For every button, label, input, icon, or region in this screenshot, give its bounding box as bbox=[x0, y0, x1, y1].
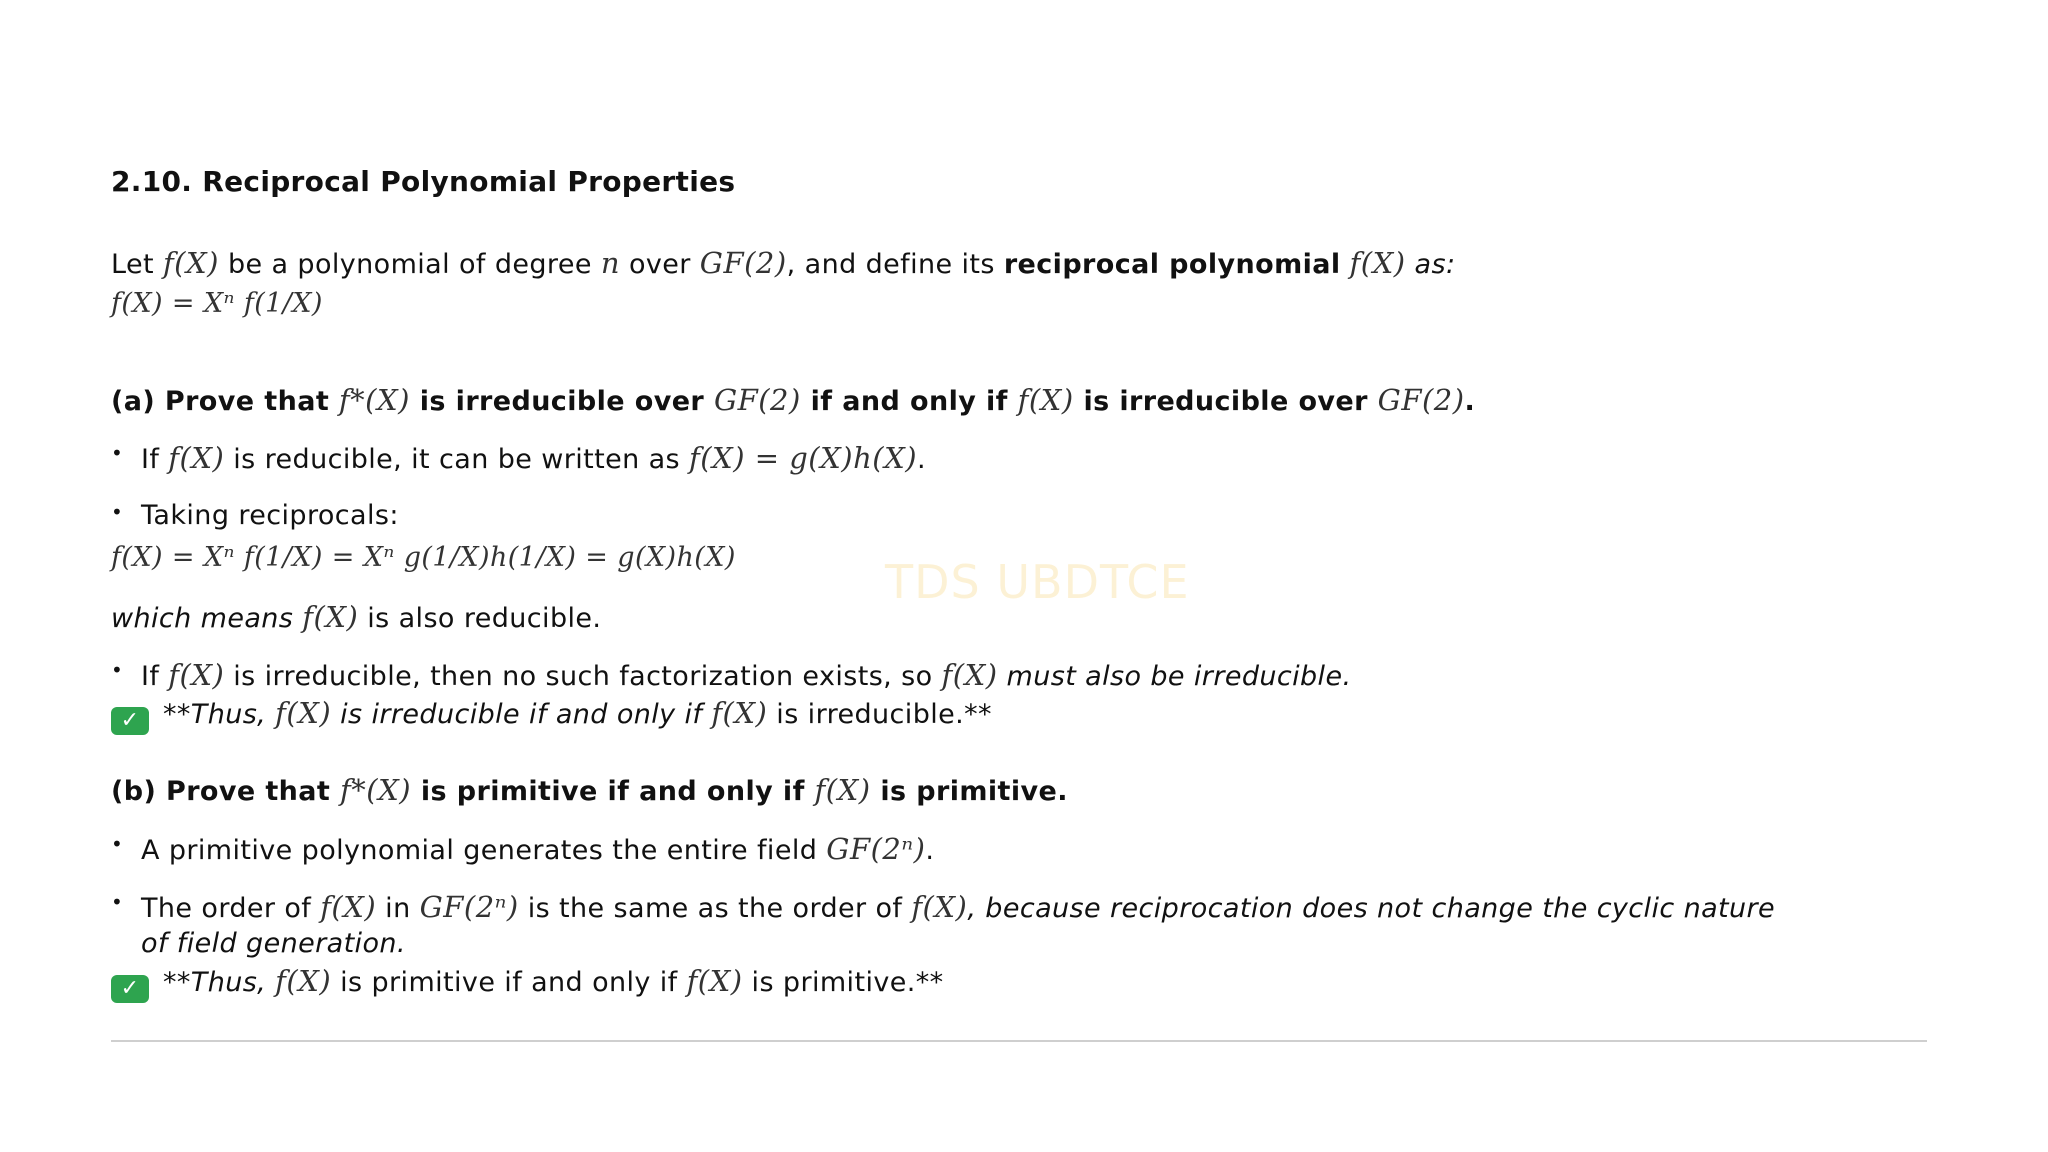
bullet-dot: • bbox=[111, 500, 124, 524]
math-f-star: f*(X) bbox=[340, 773, 412, 807]
part-b-heading bbox=[111, 773, 1068, 807]
item-text: is the same as the order of bbox=[518, 893, 912, 924]
check-mark-icon: ✓ bbox=[111, 707, 149, 735]
intro-line bbox=[111, 246, 1455, 280]
intro-text-5: as: bbox=[1405, 249, 1456, 280]
math-f-x: f(X) bbox=[1017, 383, 1074, 417]
means-text: is also reducible. bbox=[358, 603, 602, 634]
math-n: n bbox=[600, 246, 621, 280]
item-text: The order of bbox=[141, 893, 321, 924]
intro-text-3: over bbox=[620, 249, 700, 280]
reciprocal-term: reciprocal polynomial bbox=[1003, 249, 1341, 280]
item-text: . bbox=[917, 444, 927, 475]
math-gf2: GF(2) bbox=[699, 246, 787, 280]
math-gf2: GF(2) bbox=[713, 383, 801, 417]
means-line bbox=[111, 600, 601, 634]
item-text: . bbox=[925, 835, 935, 866]
heading-text: (b) Prove that bbox=[111, 776, 341, 807]
conclusion-text: **Thus, bbox=[163, 699, 276, 730]
bullet-dot: • bbox=[111, 890, 124, 914]
bullet-dot: • bbox=[111, 832, 124, 856]
math-f-x: f(X) bbox=[941, 658, 998, 692]
math-factorization: f(X) = g(X)h(X) bbox=[689, 441, 918, 475]
item-text: , because reciprocation does not change the cyclic nature bbox=[967, 893, 1776, 924]
math-gf-2n: GF(2ⁿ) bbox=[419, 890, 519, 924]
math-f-x: f(X) bbox=[168, 441, 225, 475]
math-f-x: f(X) bbox=[814, 773, 871, 807]
math-f-x: f(X) bbox=[320, 890, 377, 924]
math-f-x: f(X) bbox=[1349, 246, 1406, 280]
section-title: 2.10. Reciprocal Polynomial Properties bbox=[111, 165, 736, 198]
heading-text: . bbox=[1464, 386, 1476, 417]
intro-text-2: be a polynomial of degree bbox=[218, 249, 601, 280]
math-f-x: f(X) bbox=[302, 600, 359, 634]
bullet-dot: • bbox=[111, 658, 124, 682]
item-text: A primitive polynomial generates the entire field bbox=[141, 835, 827, 866]
math-f-star: f*(X) bbox=[338, 383, 410, 417]
conclusion-text: is primitive if and only if bbox=[331, 967, 687, 998]
item-continuation: of field generation. bbox=[141, 928, 406, 959]
heading-text: is primitive. bbox=[870, 776, 1068, 807]
heading-text: (a) Prove that bbox=[111, 386, 339, 417]
item-text: must also be irreducible. bbox=[997, 661, 1352, 692]
reciprocal-formula: f(X) = Xⁿ f(1/X) = Xⁿ g(1/X)h(1/X) = g(X)h(X) bbox=[111, 542, 736, 573]
item-text: If bbox=[141, 444, 169, 475]
math-f-x: f(X) bbox=[162, 246, 219, 280]
conclusion-text: is irreducible.** bbox=[767, 699, 992, 730]
item-text: If bbox=[141, 661, 169, 692]
horizontal-divider bbox=[111, 1040, 1927, 1042]
math-gf2: GF(2) bbox=[1377, 383, 1465, 417]
heading-text: is primitive if and only if bbox=[411, 776, 815, 807]
heading-text: is irreducible over bbox=[1073, 386, 1378, 417]
intro-text-1: Let bbox=[111, 249, 163, 280]
definition-formula: f(X) = Xⁿ f(1/X) bbox=[111, 288, 323, 319]
math-f-x: f(X) bbox=[686, 964, 743, 998]
item-text: in bbox=[376, 893, 420, 924]
watermark: TDS UBDTCE bbox=[885, 555, 1190, 609]
heading-text: is irreducible over bbox=[409, 386, 714, 417]
math-f-x: f(X) bbox=[275, 696, 332, 730]
conclusion-text: is primitive.** bbox=[742, 967, 944, 998]
item-text: is reducible, it can be written as bbox=[224, 444, 689, 475]
part-b-conclusion bbox=[111, 964, 944, 1003]
heading-text: if and only if bbox=[800, 386, 1018, 417]
math-f-x: f(X) bbox=[711, 696, 768, 730]
part-a-heading bbox=[111, 383, 1475, 417]
conclusion-text: **Thus, bbox=[163, 967, 276, 998]
item-text: Taking reciprocals: bbox=[141, 500, 399, 531]
item-text: is irreducible, then no such factorization exists, so bbox=[224, 661, 942, 692]
math-f-x: f(X) bbox=[911, 890, 968, 924]
math-f-x: f(X) bbox=[168, 658, 225, 692]
intro-text-4: , and define its bbox=[786, 249, 1004, 280]
means-text: which means bbox=[111, 603, 303, 634]
bullet-dot: • bbox=[111, 441, 124, 465]
math-f-x: f(X) bbox=[275, 964, 332, 998]
check-mark-icon: ✓ bbox=[111, 975, 149, 1003]
math-gf-2n: GF(2ⁿ) bbox=[826, 832, 926, 866]
conclusion-text: is irreducible if and only if bbox=[331, 699, 712, 730]
part-a-conclusion bbox=[111, 696, 992, 735]
